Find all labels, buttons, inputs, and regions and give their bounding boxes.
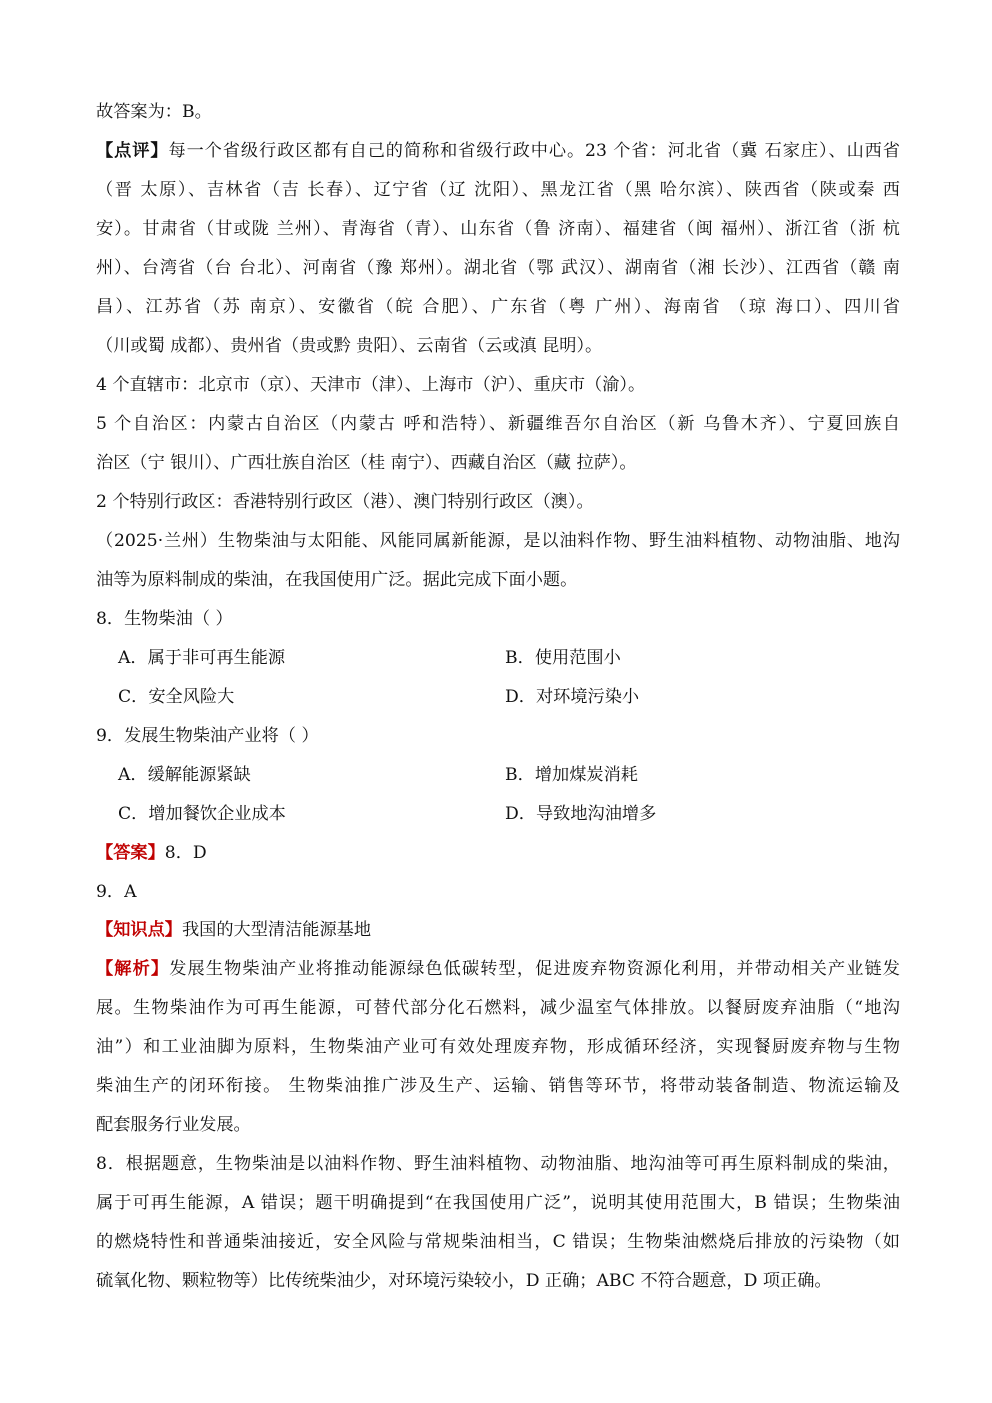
- passage-line-1: （2025·兰州）生物柴油与太阳能、风能同属新能源，是以油料作物、野生油料植物、动物油脂、地沟: [96, 531, 900, 551]
- analysis-line-3: 油”）和工业油脚为原料，生物柴油产业可有效处理废弃物，形成循环经济，实现餐厨废弃物与生物: [96, 1037, 900, 1057]
- answer-tag: 【答案】: [96, 843, 165, 863]
- knowledge-line: 【知识点】我国的大型清洁能源基地: [96, 920, 372, 940]
- analysis-q8-line-3: 的燃烧特性和普通柴油接近，安全风险与常规柴油相当，C 错误；生物柴油燃烧后排放的污染物（如: [96, 1232, 900, 1252]
- question-8-stem: 8．生物柴油（ ）: [96, 609, 233, 629]
- analysis-tag: 【解析】: [96, 959, 170, 979]
- comment-line-6: （川或蜀 成都）、贵州省（贵或黔 贵阳）、云南省（云或滇 昆明）。: [96, 336, 603, 356]
- answer-line-1: 【答案】8．D: [96, 843, 207, 863]
- analysis-line-5: 配套服务行业发展。: [96, 1115, 251, 1135]
- analysis-line-1: 【解析】发展生物柴油产业将推动能源绿色低碳转型，促进废弃物资源化利用，并带动相关产业链发: [96, 959, 900, 979]
- question-9-option-b: B．增加煤炭消耗: [505, 765, 638, 785]
- comment-line-2: （晋 太原）、吉林省（吉 长春）、辽宁省（辽 沈阳）、黑龙江省（黑 哈尔滨）、陕西省（陕或秦 西: [96, 180, 900, 200]
- question-9-option-c: C．增加餐饮企业成本: [118, 804, 286, 824]
- knowledge-tag: 【知识点】: [96, 920, 182, 940]
- autonomous-line-1: 5 个自治区：内蒙古自治区（内蒙古 呼和浩特）、新疆维吾尔自治区（新 乌鲁木齐）、宁夏回族自: [96, 414, 900, 434]
- question-9-option-d: D．导致地沟油增多: [505, 804, 657, 824]
- previous-answer-line: 故答案为：B。: [96, 102, 212, 122]
- question-8-option-c: C．安全风险大: [118, 687, 235, 707]
- question-8-option-d: D．对环境污染小: [505, 687, 640, 707]
- comment-line-1: 【点评】每一个省级行政区都有自己的简称和省级行政中心。23 个省：河北省（冀 石家庄）、山西省: [96, 141, 900, 161]
- analysis-q8-line-1: 8．根据题意，生物柴油是以油料作物、野生油料植物、动物油脂、地沟油等可再生原料制成的柴油，: [96, 1154, 900, 1174]
- question-9-stem: 9．发展生物柴油产业将（ ）: [96, 726, 319, 746]
- question-8-option-b: B．使用范围小: [505, 648, 621, 668]
- comment-tag: 【点评】: [96, 141, 169, 161]
- autonomous-line-2: 治区（宁 银川）、广西壮族自治区（桂 南宁）、西藏自治区（藏 拉萨）。: [96, 453, 637, 473]
- sar-line: 2 个特别行政区：香港特别行政区（港）、澳门特别行政区（澳）。: [96, 492, 594, 512]
- comment-line-3: 安）。甘肃省（甘或陇 兰州）、青海省（青）、山东省（鲁 济南）、福建省（闽 福州）、浙江省（浙 杭: [96, 219, 900, 239]
- comment-line-5: 昌）、江苏省（苏 南京）、安徽省（皖 合肥）、广东省（粤 广州）、海南省 （琼 海口）、四川省: [96, 297, 900, 317]
- analysis-line-4: 柴油生产的闭环衔接。 生物柴油推广涉及生产、运输、销售等环节，将带动装备制造、物流运输及: [96, 1076, 900, 1096]
- municipalities-line: 4 个直辖市：北京市（京）、天津市（津）、上海市（沪）、重庆市（渝）。: [96, 375, 646, 395]
- comment-line-4: 州）、台湾省（台 台北）、河南省（豫 郑州）。湖北省（鄂 武汉）、湖南省（湘 长沙）、江西省（赣 南: [96, 258, 900, 278]
- analysis-line-2: 展。生物柴油作为可再生能源，可替代部分化石燃料，减少温室气体排放。以餐厨废弃油脂（“地沟: [96, 998, 900, 1018]
- question-9-option-a: A．缓解能源紧缺: [118, 765, 251, 785]
- answer-line-2: 9．A: [96, 882, 137, 902]
- question-8-option-a: A．属于非可再生能源: [118, 648, 286, 668]
- analysis-q8-line-4: 硫氧化物、颗粒物等）比传统柴油少，对环境污染较小，D 正确；ABC 不符合题意，D 项正确。: [96, 1271, 832, 1291]
- analysis-q8-line-2: 属于可再生能源，A 错误；题干明确提到“在我国使用广泛”，说明其使用范围大，B 错误；生物柴油: [96, 1193, 900, 1213]
- passage-line-2: 油等为原料制成的柴油，在我国使用广泛。据此完成下面小题。: [96, 570, 578, 590]
